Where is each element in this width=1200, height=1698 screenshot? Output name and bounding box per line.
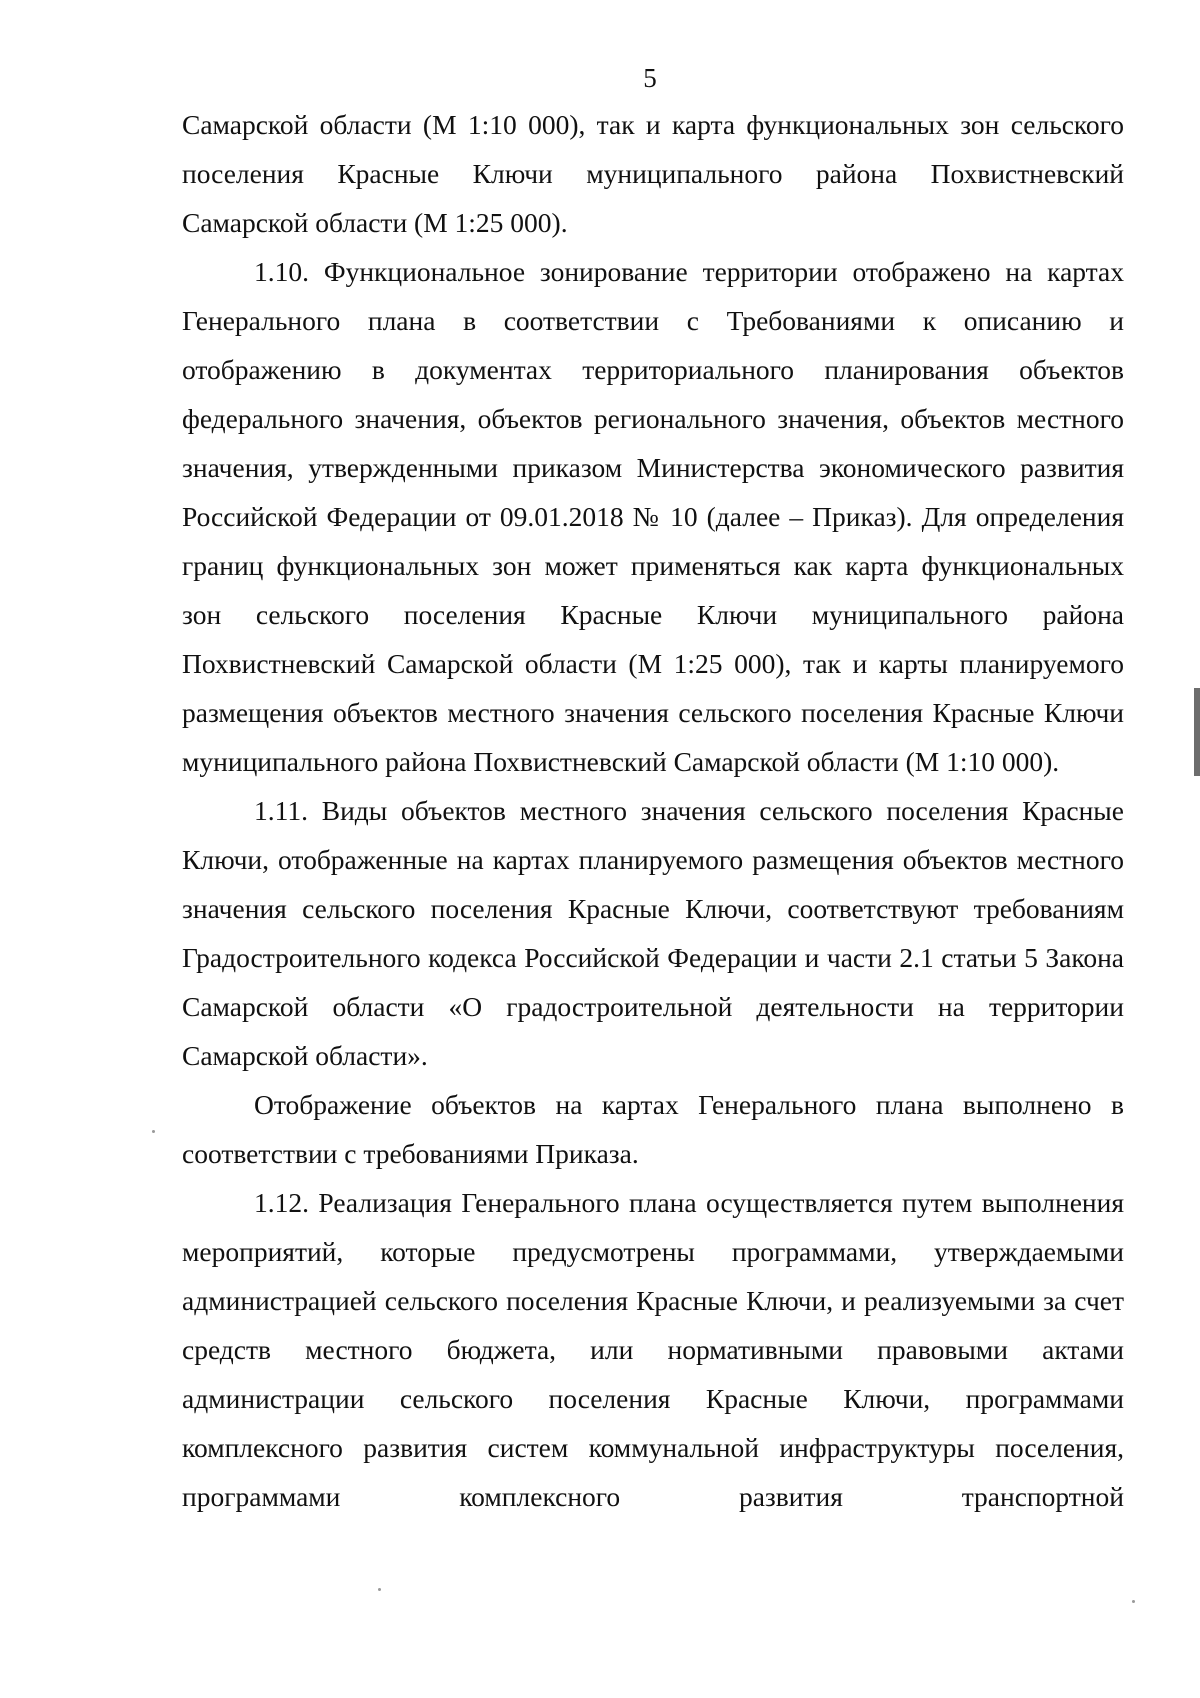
paragraph-continuation: Самарской области (М 1:10 000), так и карта функциональных зон сельского поселения Красные Ключи муниципального района Похвистневский Самарской области (М 1:25 000). — [182, 109, 1124, 238]
scan-speck — [152, 1130, 155, 1133]
paragraph-1-10: 1.10. Функциональное зонирование территории отображено на картах Генерального плана в соответствии с Требованиями к описанию и отображению в документах территориального планирования объектов федерального значения, объектов регионального значения, объектов местного значения, утвержденными приказом Министерства экономического развития Российской Федерации от 09.01.2018 № 10 (далее – Приказ). Для определения границ функциональных зон может применяться как карта функциональных зон сельского поселения Красные Ключи муниципального района Похвистневский Самарской области (М 1:25 000), так и карты планируемого размещения объектов местного значения сельского поселения Красные Ключи муниципального района Похвистневский Самарской области (М 1:10 000). — [182, 256, 1124, 777]
page-number: 5 — [643, 63, 657, 93]
document-body — [182, 100, 1124, 1521]
paragraph-1-11: 1.11. Виды объектов местного значения сельского поселения Красные Ключи, отображенные на картах планируемого размещения объектов местного значения сельского поселения Красные Ключи, соответствуют требованиям Градостроительного кодекса Российской Федерации и части 2.1 статьи 5 Закона Самарской области «О градостроительной деятельности на территории Самарской области». — [182, 795, 1124, 1071]
scan-speck — [378, 1588, 381, 1591]
paragraph-display-objects: Отображение объектов на картах Генерального плана выполнено в соответствии с требованиями Приказа. — [182, 1089, 1124, 1169]
scan-speck — [1132, 1600, 1135, 1603]
paragraph-1-12: 1.12. Реализация Генерального плана осуществляется путем выполнения мероприятий, которые предусмотрены программами, утверждаемыми администрацией сельского поселения Красные Ключи, и реализуемыми за счет средств местного бюджета, или нормативными правовыми актами администрации сельского поселения Красные Ключи, программами комплексного развития систем коммунальной инфраструктуры поселения, программами комплексного развития транспортной — [182, 1187, 1124, 1512]
scan-edge-mark — [1194, 688, 1200, 776]
